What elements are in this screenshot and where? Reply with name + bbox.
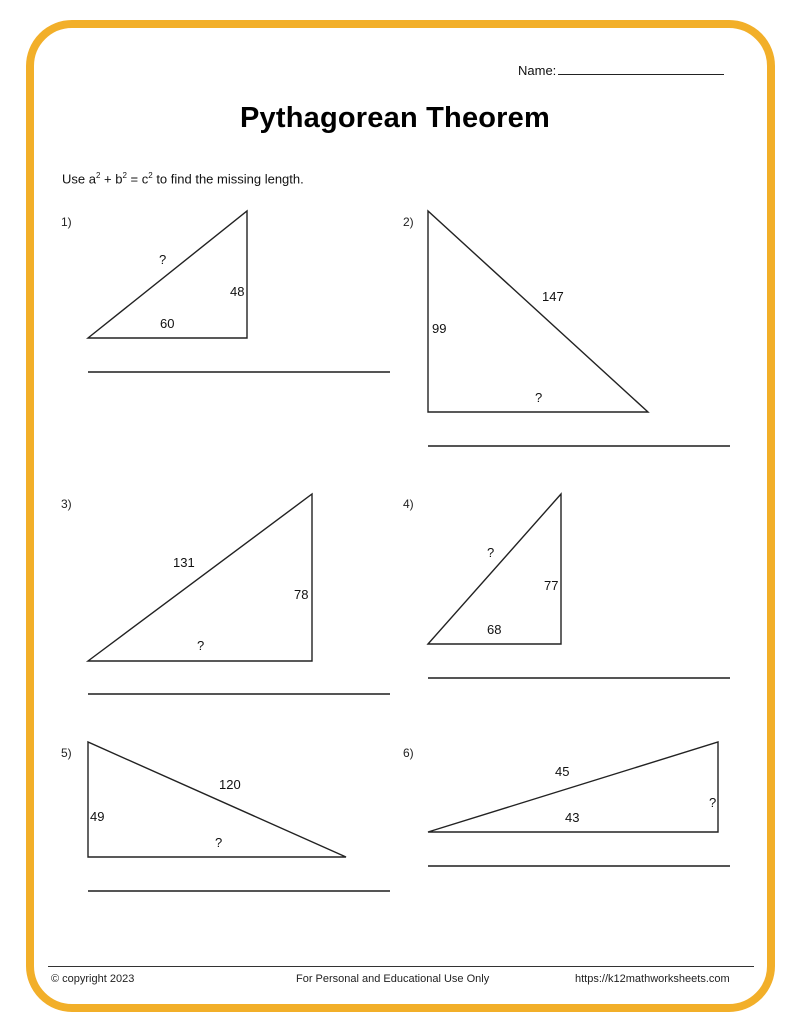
hypotenuse-label: ? bbox=[159, 252, 167, 267]
copyright-text: © copyright 2023 bbox=[51, 973, 135, 985]
problem-number: 3) bbox=[61, 497, 72, 511]
answer-line[interactable] bbox=[428, 865, 730, 867]
problem-number: 1) bbox=[61, 215, 72, 229]
vertical-leg-label: 77 bbox=[544, 578, 559, 593]
problem-number: 4) bbox=[403, 497, 414, 511]
site-link[interactable]: https://k12mathworksheets.com bbox=[575, 973, 730, 985]
answer-line[interactable] bbox=[88, 693, 390, 695]
hypotenuse-label: 120 bbox=[219, 777, 241, 792]
answer-line[interactable] bbox=[88, 371, 390, 373]
hypotenuse-label: 147 bbox=[542, 289, 564, 304]
base-leg-label: 60 bbox=[160, 316, 175, 331]
base-leg-label: ? bbox=[215, 835, 223, 850]
vertical-leg-label: 49 bbox=[90, 809, 105, 824]
base-leg-label: ? bbox=[197, 638, 205, 653]
problem-number: 2) bbox=[403, 215, 414, 229]
triangle-3 bbox=[88, 494, 312, 661]
hypotenuse-label: 45 bbox=[555, 764, 570, 779]
problem-number: 6) bbox=[403, 746, 414, 760]
base-leg-label: 43 bbox=[565, 810, 580, 825]
usage-notice: For Personal and Educational Use Only bbox=[296, 973, 490, 985]
answer-line[interactable] bbox=[428, 445, 730, 447]
vertical-leg-label: ? bbox=[709, 795, 717, 810]
hypotenuse-label: 131 bbox=[173, 555, 195, 570]
hypotenuse-label: ? bbox=[487, 545, 495, 560]
answer-line[interactable] bbox=[88, 890, 390, 892]
vertical-leg-label: 48 bbox=[230, 284, 245, 299]
vertical-leg-label: 78 bbox=[294, 587, 309, 602]
answer-line[interactable] bbox=[428, 677, 730, 679]
footer-divider bbox=[48, 966, 754, 967]
problem-number: 5) bbox=[61, 746, 72, 760]
instructions: Use $a^2 + b^2 = c^2$ to find the missing length. bbox=[62, 171, 304, 187]
triangle-2 bbox=[428, 211, 648, 412]
name-label: Name: bbox=[518, 63, 557, 78]
vertical-leg-label: 99 bbox=[432, 321, 447, 336]
page-title: Pythagorean Theorem bbox=[240, 102, 550, 134]
base-leg-label: 68 bbox=[487, 622, 502, 637]
base-leg-label: ? bbox=[535, 390, 543, 405]
